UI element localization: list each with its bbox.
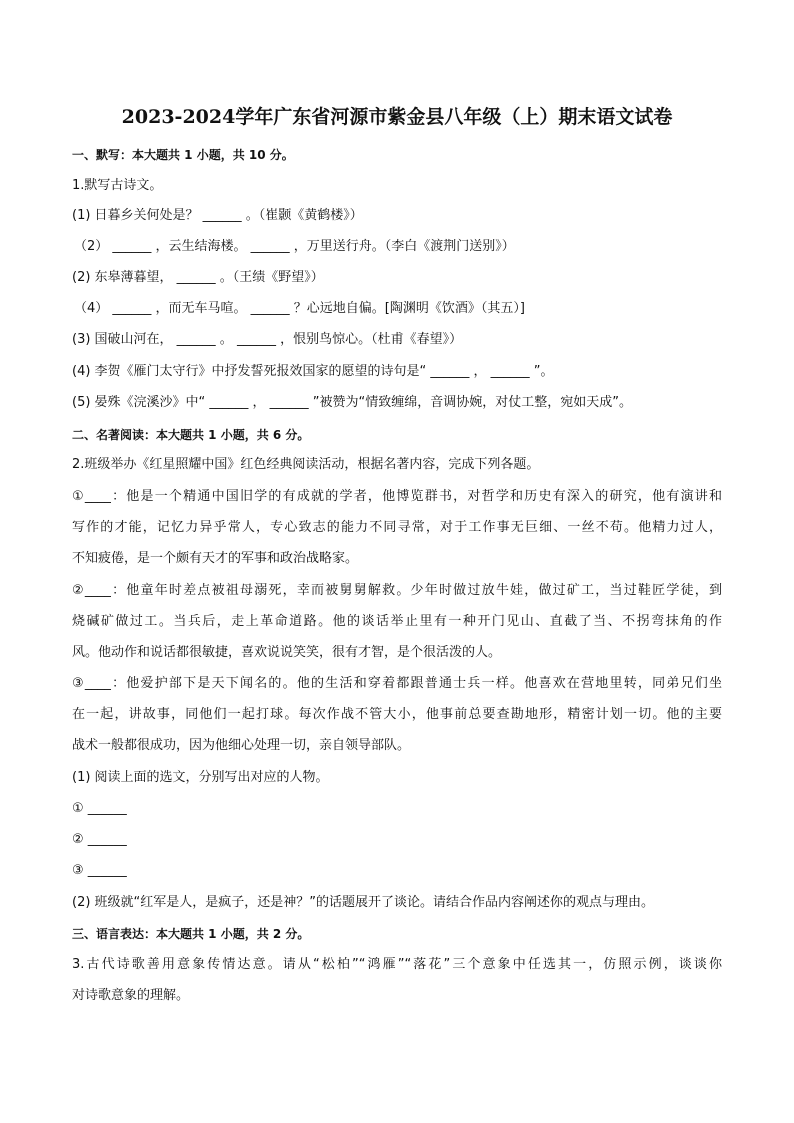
question-1-stem: 1.默写古诗文。 — [72, 178, 163, 193]
exam-title: 2023-2024学年广东省河源市紫金县八年级（上）期末语文试卷 — [121, 106, 673, 128]
passage-2-line: 烧碱矿做过工。当兵后，走上革命道路。他的谈话举止里有一种开门见山、直截了当、不拐弯抹角的作 — [72, 614, 722, 629]
question-3-line: 对诗歌意象的理解。 — [72, 988, 190, 1003]
passage-2-line: ②____：他童年时差点被祖母溺死，幸而被舅舅解救。少年时做过放牛娃，做过矿工，当过鞋匠学徒，到 — [72, 583, 722, 598]
q1-item-5: (3) 国破山河在， ______ 。 ______ ，恨别鸟惊心。（杜甫《春望》） — [72, 332, 463, 347]
q2-subquestion-2: (2) 班级就“红军是人，是疯子，还是神？”的话题展开了谈论。请结合作品内容阐述你的观点与理由。 — [72, 895, 655, 910]
answer-blank-1: ① ______ — [72, 801, 127, 816]
passage-1-line: ①____：他是一个精通中国旧学的有成就的学者，他博览群书，对哲学和历史有深入的研究，他有演讲和 — [72, 489, 722, 504]
question-2-stem: 2.班级举办《红星照耀中国》红色经典阅读活动，根据名著内容，完成下列各题。 — [72, 457, 540, 472]
answer-blank-3: ③ ______ — [72, 863, 127, 878]
question-3-line: 3.古代诗歌善用意象传情达意。请从“松柏”“鸿雁”“落花”三个意象中任选其一，仿照示例，谈谈你 — [72, 957, 722, 972]
answer-blank-2: ② ______ — [72, 832, 127, 847]
q2-subquestion-1: (1) 阅读上面的选文，分别写出对应的人物。 — [72, 770, 329, 785]
q1-item-2: （2） ______ ，云生结海楼。 ______ ，万里送行舟。（李白《渡荆门送别》） — [74, 239, 515, 254]
q1-item-6: (4) 李贺《雁门太守行》中抒发誓死报效国家的愿望的诗句是“ ______ ， ______ ”。 — [72, 364, 554, 379]
section-2-heading: 二、名著阅读：本大题共 1 小题，共 6 分。 — [72, 428, 310, 442]
passage-1-line: 写作的才能，记忆力异乎常人，专心致志的能力不同寻常，对于工作事无巨细、一丝不苟。他精力过人， — [72, 520, 722, 535]
q1-item-3: (2) 东皋薄暮望， ______ 。（王绩《野望》） — [72, 270, 324, 285]
q1-item-1: (1) 日暮乡关何处是？ ______ 。（崔颢《黄鹤楼》） — [72, 208, 363, 223]
passage-2-line: 风。他动作和说话都很敏捷，喜欢说说笑笑，很有才智，是个很活泼的人。 — [72, 645, 502, 660]
passage-1-line: 不知疲倦，是一个颇有天才的军事和政治战略家。 — [72, 551, 359, 566]
passage-3-line: 战术一般都很成功，因为他细心处理一切，亲自领导部队。 — [72, 738, 411, 753]
section-3-heading: 三、语言表达：本大题共 1 小题，共 2 分。 — [72, 927, 310, 941]
q1-item-4: （4） ______ ，而无车马喧。 ______ ？心远地自偏。[陶渊明《饮酒》（其五）] — [74, 301, 525, 316]
q1-item-7: (5) 晏殊《浣溪沙》中“ ______ ， ______ ”被赞为“情致缠绵，音调协婉，对仗工整，宛如天成”。 — [72, 395, 633, 410]
passage-3-line: ③____：他爱护部下是天下闻名的。他的生活和穿着都跟普通士兵一样。他喜欢在营地里转，同弟兄们坐 — [72, 676, 722, 691]
section-1-heading: 一、默写：本大题共 1 小题，共 10 分。 — [72, 148, 294, 162]
passage-3-line: 在一起，讲故事，同他们一起打球。每次作战不管大小，他事前总要查勘地形，精密计划一切。他的主要 — [72, 707, 722, 722]
